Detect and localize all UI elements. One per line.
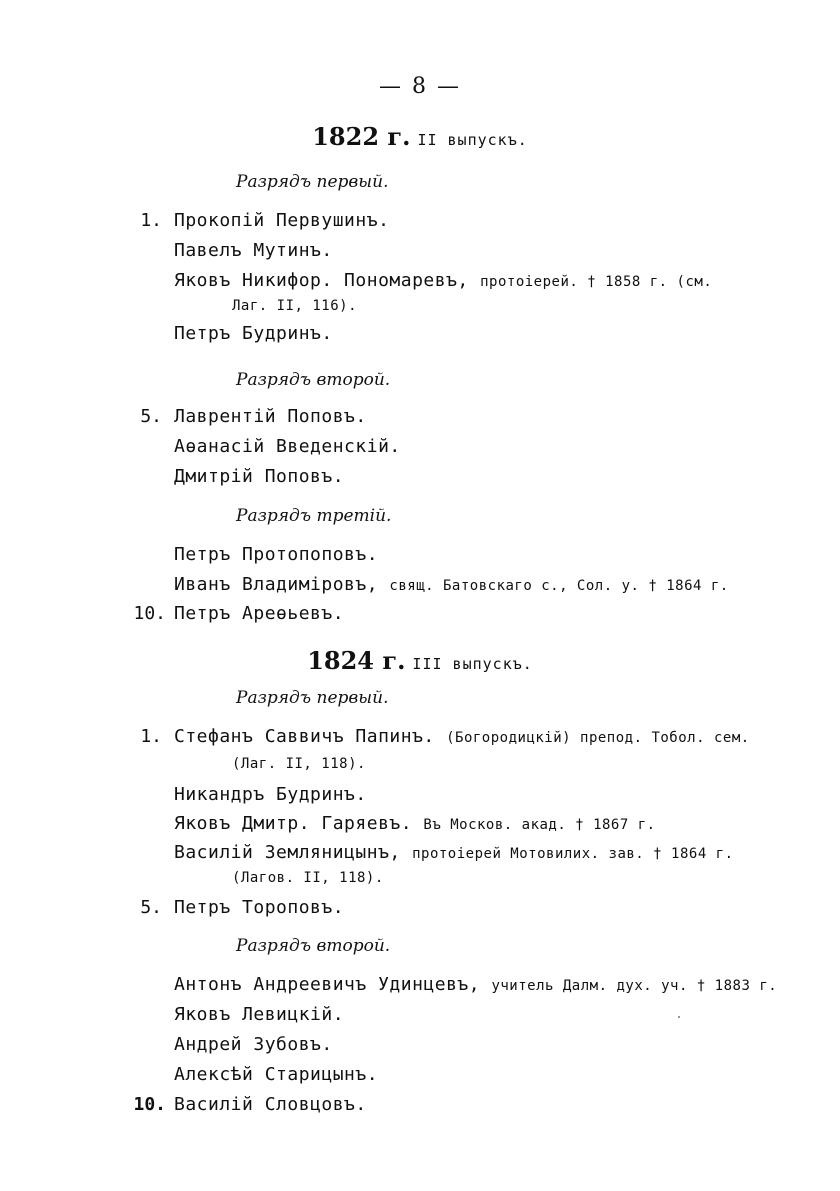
category-heading: Разрядъ второй. <box>236 370 391 390</box>
entry-number: 1. <box>140 210 162 231</box>
list-item: Аѳанасiй Введенскiй. <box>174 436 401 457</box>
list-item: Прокопiй Первушинъ. <box>174 210 390 231</box>
entry-note: (Богородицкiй) препод. Тобол. сем. <box>446 730 750 746</box>
entry-number: 5. <box>140 406 162 427</box>
list-item: Андрей Зубовъ. <box>174 1034 333 1055</box>
list-item: Петръ Ареѳьевъ. <box>174 603 345 624</box>
list-item: Никандръ Будринъ. <box>174 784 367 805</box>
section-heading-1824 <box>0 646 840 675</box>
speck <box>678 1016 680 1018</box>
entry-number: 10. <box>133 603 166 624</box>
list-item: Алексѣй Старицынъ. <box>174 1064 379 1085</box>
list-item: Яковъ Левицкiй. <box>174 1004 345 1025</box>
list-item: Петръ Будринъ. <box>174 323 333 344</box>
entry-note: свящ. Батовскаго с., Сол. у. † 1864 г. <box>389 578 729 594</box>
entry-number: 1. <box>140 726 162 747</box>
list-item <box>174 270 712 291</box>
entry-note-continuation: Лаг. II, 116). <box>232 298 358 314</box>
list-item: Петръ Протопоповъ. <box>174 544 379 565</box>
list-item: Лаврентiй Поповъ. <box>174 406 367 427</box>
list-item: Петръ Тороповъ. <box>174 897 345 918</box>
category-heading: Разрядъ первый. <box>236 688 389 708</box>
entry-name: Антонъ Андреевичъ Удинцевъ, <box>174 974 481 995</box>
list-item: Василiй Словцовъ. <box>174 1094 367 1115</box>
list-item <box>174 842 734 863</box>
list-item: Павелъ Мутинъ. <box>174 240 333 261</box>
list-item <box>174 574 729 595</box>
category-heading: Разрядъ третiй. <box>236 506 392 526</box>
section-heading-1822 <box>0 122 840 151</box>
entry-note-continuation: (Лаг. II, 118). <box>232 756 366 772</box>
category-heading: Разрядъ первый. <box>236 172 389 192</box>
entry-note: протоiерей. † 1858 г. (см. <box>480 274 713 290</box>
section-year: 1822 г. <box>312 122 411 151</box>
entry-note: протоiерей Мотовилих. зав. † 1864 г. <box>412 846 734 862</box>
entry-name: Василiй Земляницынъ, <box>174 842 401 863</box>
page-number: — 8 — <box>379 74 461 99</box>
entry-number: 10. <box>133 1094 166 1115</box>
section-issue: III выпускъ. <box>412 655 533 673</box>
section-issue: II выпускъ. <box>417 131 528 149</box>
section-year: 1824 г. <box>307 646 406 675</box>
entry-number: 5. <box>140 897 162 918</box>
list-item <box>174 974 777 995</box>
entry-note: учитель Далм. дух. уч. † 1883 г. <box>491 978 778 994</box>
list-item: Дмитрiй Поповъ. <box>174 466 345 487</box>
entry-name: Иванъ Владимiровъ, <box>174 574 379 595</box>
list-item <box>174 813 656 834</box>
entry-name: Яковъ Никифор. Пономаревъ, <box>174 270 469 291</box>
category-heading: Разрядъ второй. <box>236 936 391 956</box>
entry-name: Яковъ Дмитр. Гаряевъ. <box>174 813 413 834</box>
entry-name: Стефанъ Саввичъ Папинъ. <box>174 726 435 747</box>
list-item <box>174 726 750 747</box>
entry-note-continuation: (Лагов. II, 118). <box>232 870 384 886</box>
entry-note: Въ Москов. акад. † 1867 г. <box>423 817 656 833</box>
